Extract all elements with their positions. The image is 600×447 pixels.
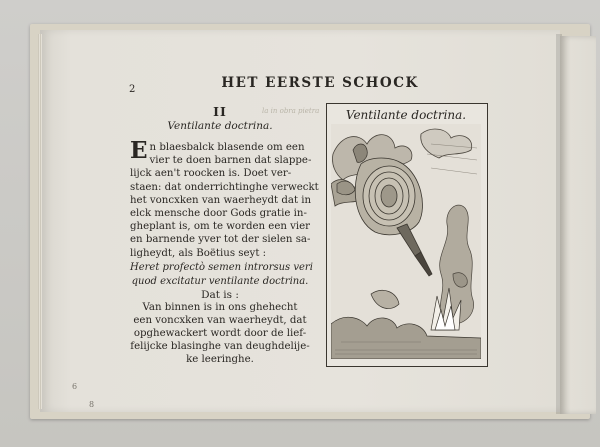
translation-line: ke leeringhe. (186, 353, 254, 365)
body-line: lijck aen't roocken is. Doet ver- (130, 168, 292, 180)
dat-is-heading: Dat is : (201, 288, 239, 301)
emblem-title: Ventilante doctrina. (345, 108, 467, 122)
emblem-numeral: II (213, 104, 227, 119)
latin-quote-line: Heret profectò semen introrsus veri (130, 261, 313, 273)
translation-line: Van binnen is in ons ghehecht (142, 301, 298, 313)
edge-mark: 6 (72, 382, 78, 391)
translation-line: opghewackert wordt door de lief- (133, 327, 307, 339)
translation-paragraph (130, 301, 310, 366)
translation-line: felijcke blasinghe van deughdelije- (130, 340, 310, 352)
show-through-text: la in obra pietra (262, 107, 320, 115)
body-line: vier te doen barnen dat slappe- (149, 155, 312, 167)
drop-cap: E (130, 137, 148, 164)
emblem-motto: Ventilante doctrina. (167, 120, 273, 132)
body-line: het voncxken van waerheydt dat in (130, 194, 312, 206)
latin-quote-line: quod excitatur ventilante doctrina. (131, 275, 309, 287)
page-number: 2 (129, 84, 136, 95)
bellows-engraving (331, 124, 481, 359)
body-line: gheplant is, om te worden een vier (130, 221, 311, 233)
body-line: n blaesbalck blasende om een (149, 142, 305, 153)
right-page-edge (560, 36, 596, 414)
body-line: elck mensche door Gods gratie in- (130, 208, 307, 220)
edge-mark: 8 (89, 400, 95, 409)
page-edges (38, 34, 42, 409)
body-line: ligheydt, als Boëtius seyt : (130, 247, 267, 259)
body-line: staen: dat onderrichtinghe verweckt (130, 181, 319, 193)
running-head: HET EERSTE SCHOCK (221, 75, 419, 91)
emblem-text-block (130, 104, 319, 366)
body-paragraph (130, 137, 319, 260)
translation-line: een voncxken van waerheydt, dat (133, 314, 307, 326)
body-line: en barnende yver tot der sielen sa- (130, 234, 311, 246)
